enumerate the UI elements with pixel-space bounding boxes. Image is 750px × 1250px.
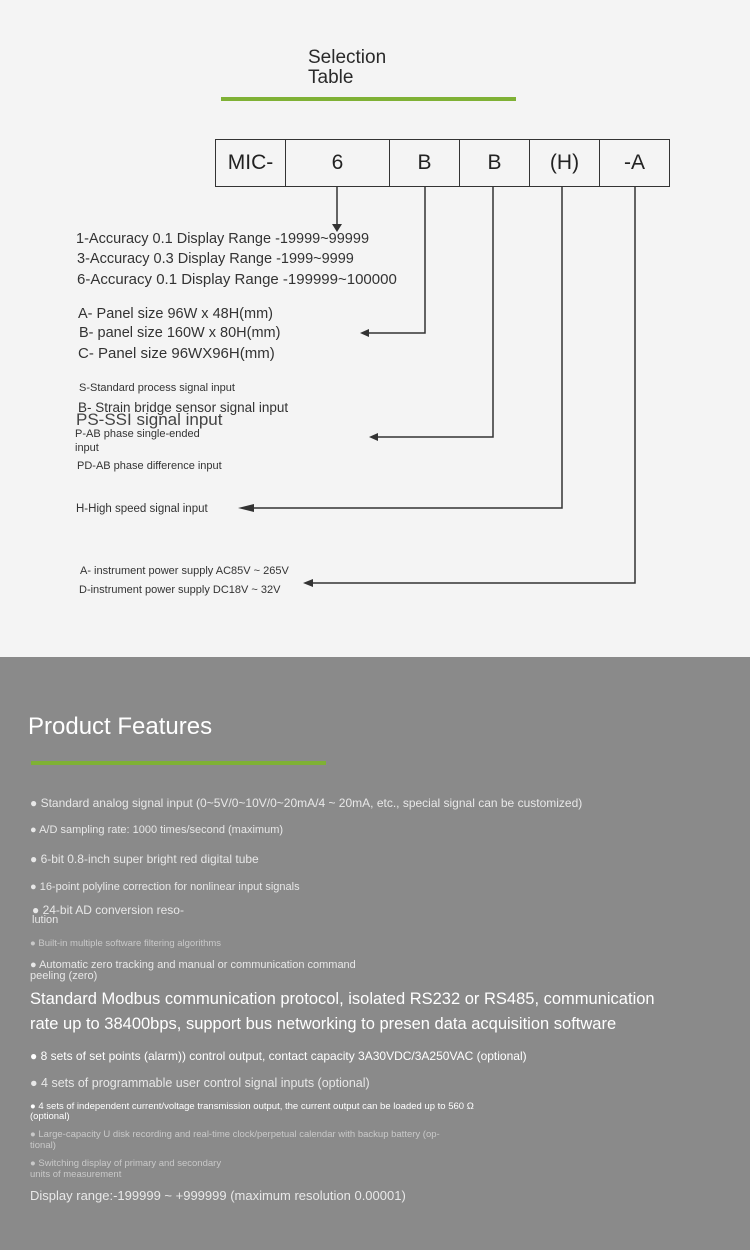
feature-item-cont: peeling (zero) <box>30 970 98 982</box>
features-title-underline <box>31 761 326 765</box>
signal-option-ps: PS-SSI signal input <box>76 410 223 429</box>
arrow-left-icon <box>360 329 369 337</box>
code-cell-accuracy: 6 <box>286 140 390 186</box>
feature-item: ● 24-bit AD conversion reso- <box>32 903 184 917</box>
arrow-left-icon <box>303 579 313 587</box>
signal-connector <box>375 187 493 437</box>
accuracy-option-1: 1-Accuracy 0.1 Display Range -19999~99999 <box>76 231 370 247</box>
feature-item: ● Switching display of primary and secondary <box>30 1158 222 1169</box>
panel-option-c: C- Panel size 96WX96H(mm) <box>78 345 275 362</box>
signal-option-p-cont: input <box>75 442 99 454</box>
signal-option-s: S-Standard process signal input <box>79 382 235 394</box>
accuracy-option-6: 6-Accuracy 0.1 Display Range -199999~100000 <box>77 271 397 288</box>
code-cell-panel: B <box>390 140 460 186</box>
panel-option-b: B- panel size 160W x 80H(mm) <box>79 325 281 341</box>
selection-title-line1: Selection <box>308 47 387 68</box>
feature-item-cont: (optional) <box>30 1111 70 1122</box>
feature-item: Display range:-199999 ~ +999999 (maximum resolution 0.00001) <box>30 1188 406 1203</box>
features-title: Product Features <box>28 713 213 740</box>
feature-item: ● Large-capacity U disk recording and real-time clock/perpetual calendar with backup battery (op- <box>30 1129 440 1140</box>
signal-option-pd: PD-AB phase difference input <box>77 460 222 472</box>
power-option-a: A- instrument power supply AC85V ~ 265V <box>80 565 289 577</box>
speed-option-h: H-High speed signal input <box>76 503 208 515</box>
arrow-left-icon <box>238 504 254 512</box>
feature-item: ● 8 sets of set points (alarm)) control output, contact capacity 3A30VDC/3A250VAC (optional) <box>30 1049 527 1063</box>
accuracy-option-3: 3-Accuracy 0.3 Display Range -1999~9999 <box>77 251 354 267</box>
panel-connector <box>366 187 425 333</box>
feature-item: ● 6-bit 0.8-inch super bright red digital tube <box>30 852 259 866</box>
arrow-left-icon <box>369 433 378 441</box>
signal-option-b: B- Strain bridge sensor signal input <box>78 400 289 415</box>
panel-option-a: A- Panel size 96W x 48H(mm) <box>78 306 273 322</box>
code-cell-power: -A <box>624 151 645 174</box>
feature-item: ● Built-in multiple software filtering algorithms <box>30 938 222 949</box>
feature-item: ● 4 sets of programmable user control signal inputs (optional) <box>30 1076 370 1090</box>
feature-item: ● A/D sampling rate: 1000 times/second (maximum) <box>30 824 284 836</box>
selection-title-line2: Table <box>308 67 354 88</box>
feature-item-cont: rate up to 38400bps, support bus networking to presen data acquisition software <box>30 1015 617 1033</box>
feature-item-cont: units of measurement <box>30 1169 122 1180</box>
feature-item: ● Automatic zero tracking and manual or communication command <box>30 959 356 971</box>
code-cell-speed: (H) <box>530 140 600 186</box>
code-cell-signal: B <box>460 140 530 186</box>
feature-item: ● 16-point polyline correction for nonlinear input signals <box>30 881 300 893</box>
feature-item: ● Standard analog signal input (0~5V/0~10V/0~20mA/4 ~ 20mA, etc., special signal can be customized) <box>30 796 583 810</box>
feature-item: ● 4 sets of independent current/voltage transmission output, the current output can be loaded up to 560 Ω <box>30 1101 474 1112</box>
feature-item-cont: tional) <box>30 1140 56 1151</box>
power-option-d: D-instrument power supply DC18V ~ 32V <box>79 584 281 596</box>
feature-item: Standard Modbus communication protocol, isolated RS232 or RS485, communication <box>30 990 655 1008</box>
signal-option-p: P-AB phase single-ended <box>75 428 200 440</box>
feature-item-cont: lution <box>32 914 59 926</box>
code-cell-prefix: MIC- <box>216 140 286 186</box>
